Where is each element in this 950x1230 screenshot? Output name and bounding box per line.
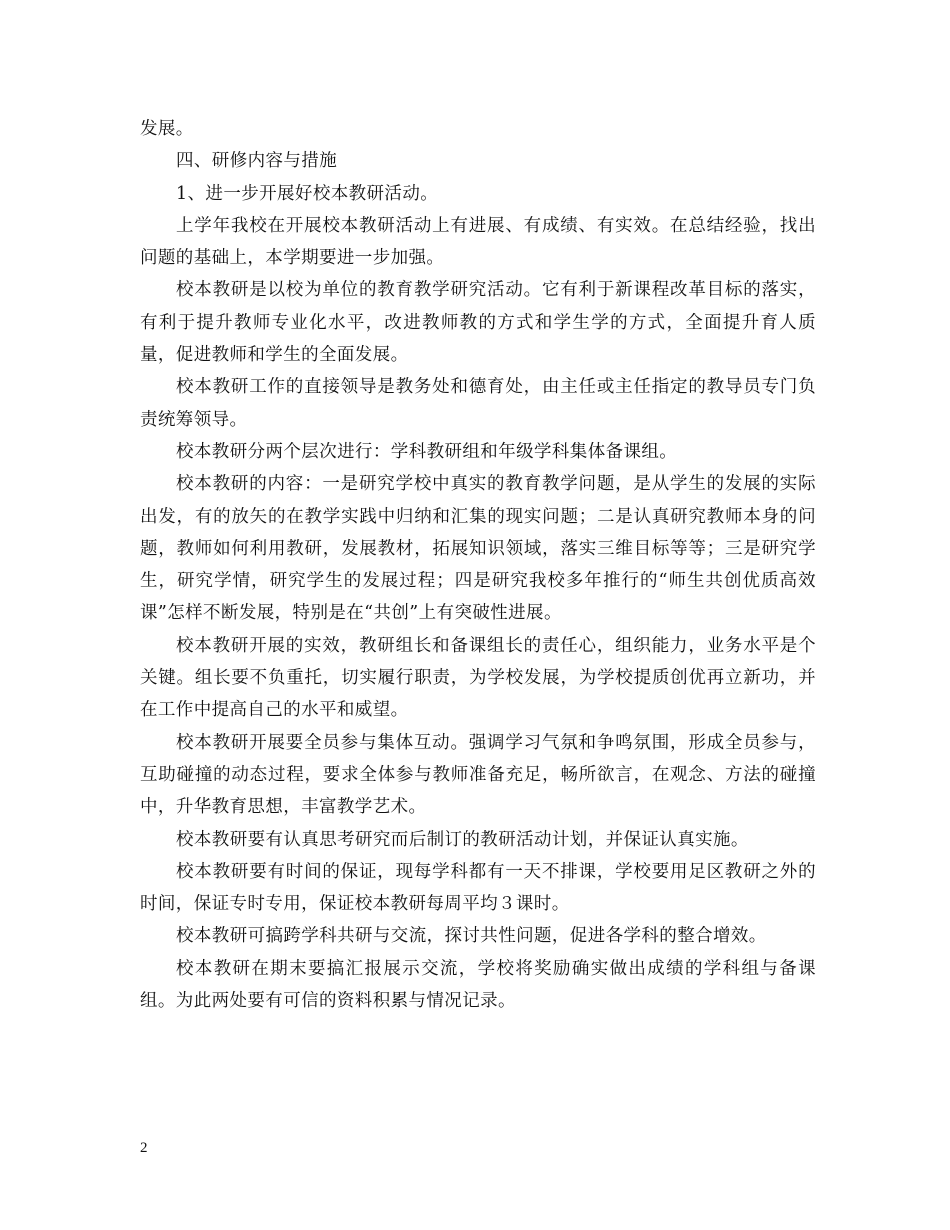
paragraph: 校本教研的内容：一是研究学校中真实的教育教学问题，是从学生的发展的实际出发，有的放矢的在教学实践中归纳和汇集的现实问题；二是认真研究教师本身的问题，教师如何利用教研，发展教材，拓展知识领域，落实三维目标等等；三是研究学生，研究学情，研究学生的发展过程；四是研究我校多年推行的“师生共创优质高效课”怎样不断发展，特别是在“共创”上有突破性进展。 <box>140 474 816 624</box>
page-number: 2 <box>140 1140 148 1156</box>
paragraph: 校本教研可搞跨学科共研与交流，探讨共性问题，促进各学科的整合增效。 <box>176 926 767 947</box>
paragraph: 校本教研要有时间的保证，现每学科都有一天不排课，学校要用足区教研之外的时间，保证专时专用，保证校本教研每周平均３课时。 <box>140 861 816 915</box>
paragraph: 校本教研开展要全员参与集体互动。强调学习气氛和争鸣氛围，形成全员参与，互助碰撞的动态过程，要求全体参与教师准备充足，畅所欲言，在观念、方法的碰撞中，升华教育思想，丰富教学艺术。 <box>140 732 816 818</box>
document-body <box>140 113 816 1017</box>
paragraph: 校本教研工作的直接领导是教务处和德育处，由主任或主任指定的教导员专门负责统筹领导。 <box>140 377 816 430</box>
paragraph: 上学年我校在开展校本教研活动上有进展、有成绩、有实效。在总结经验，找出问题的基础上，本学期要进一步加强。 <box>140 215 816 269</box>
subsection-heading: 1、进一步开展好校本教研活动。 <box>176 183 439 204</box>
paragraph: 校本教研分两个层次进行：学科教研组和年级学科集体备课组。 <box>176 441 678 462</box>
paragraph: 校本教研要有认真思考研究而后制订的教研活动计划，并保证认真实施。 <box>176 829 749 850</box>
section-heading: 四、研修内容与措施 <box>176 151 338 172</box>
paragraph: 校本教研开展的实效，教研组长和备课组长的责任心，组织能力，业务水平是个关键。组长要不负重托，切实履行职责，为学校发展，为学校提质创优再立新功，并在工作中提高自己的水平和威望。 <box>140 635 816 721</box>
paragraph: 校本教研在期末要搞汇报展示交流，学校将奖励确实做出成绩的学科组与备课组。为此两处要有可信的资料积累与情况记录。 <box>140 958 816 1012</box>
paragraph: 校本教研是以校为单位的教育教学研究活动。它有利于新课程改革目标的落实，有利于提升教师专业化水平，改进教师教的方式和学生学的方式，全面提升育人质量，促进教师和学生的全面发展。 <box>140 280 816 366</box>
paragraph-continuation: 发展。 <box>140 119 194 139</box>
